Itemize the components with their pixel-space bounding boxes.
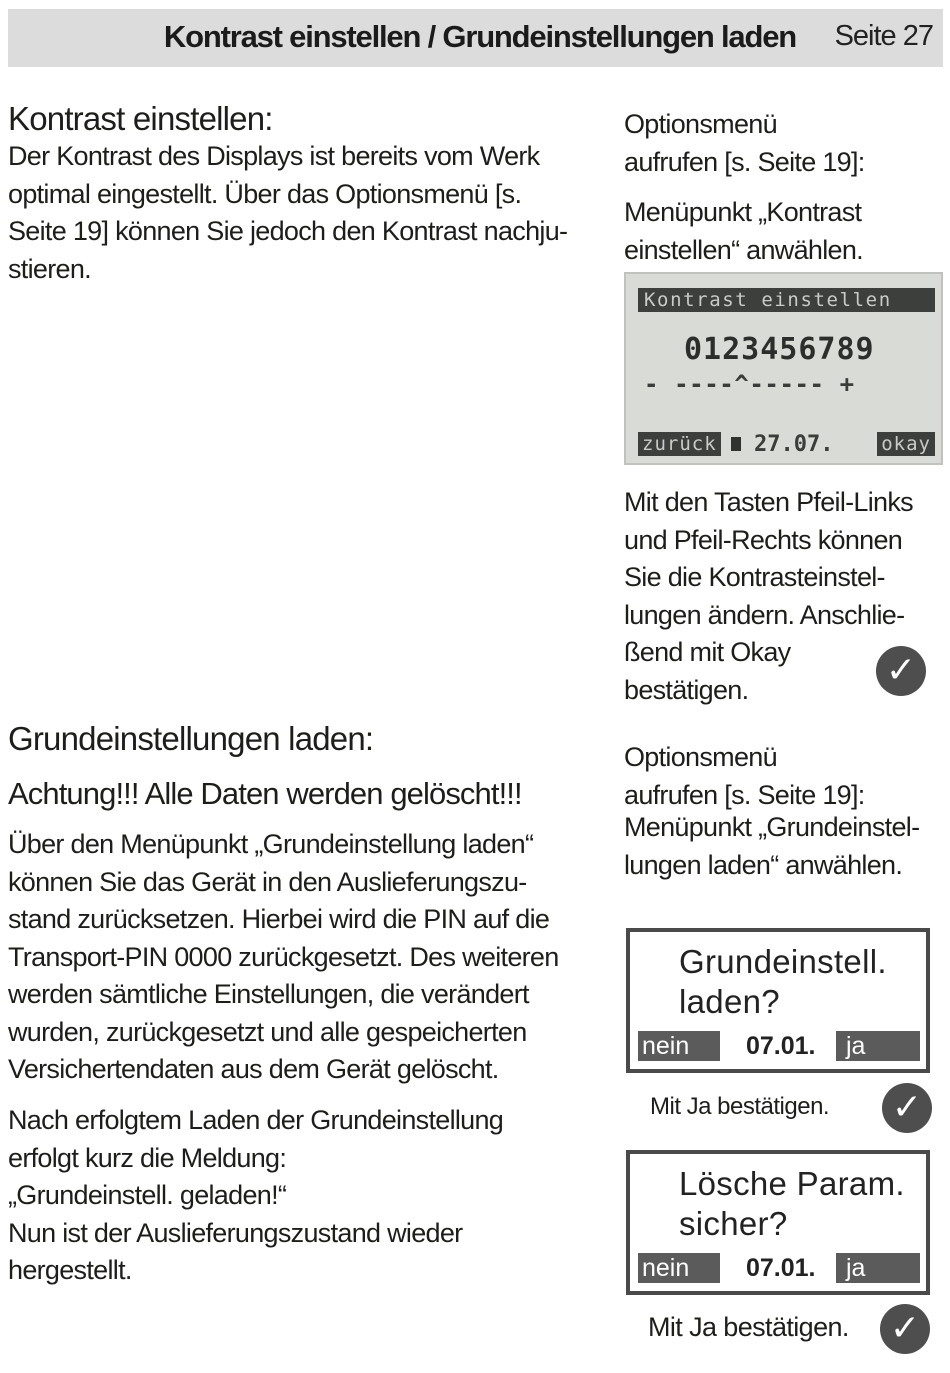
text-line: können Sie das Gerät in den Auslieferungszu- xyxy=(8,866,527,897)
text-line: Menüpunkt „Grundeinstel- xyxy=(624,812,920,842)
text-line: Transport-PIN 0000 zurückgesetzt. Des weiteren xyxy=(8,941,559,972)
dialog-message xyxy=(679,942,887,1022)
text-line: hergestellt. xyxy=(8,1255,132,1285)
text-line: stieren. xyxy=(8,253,91,284)
dialog-message xyxy=(679,1164,905,1244)
text-line: Nach erfolgtem Laden der Grundeinstellung xyxy=(8,1105,504,1135)
text-line: Nun ist der Auslieferungszustand wieder xyxy=(8,1217,463,1248)
grundeinstellungen-heading: Grundeinstellungen laden: xyxy=(8,720,374,757)
result-paragraph xyxy=(8,1102,503,1290)
lcd-okay-key: okay xyxy=(877,432,935,456)
nein-softkey: nein xyxy=(638,1253,720,1283)
text-line: einstellen“ anwählen. xyxy=(624,234,863,265)
page-number: Seite 27 xyxy=(834,20,933,52)
dialog-delete-params xyxy=(626,1150,930,1295)
step-select-kontrast xyxy=(624,194,863,269)
dialog-date: 07.01. xyxy=(746,1032,816,1060)
lcd-contrast-digits: 0123456789 xyxy=(684,332,875,367)
battery-icon xyxy=(731,437,741,451)
step-open-options-2 xyxy=(624,739,865,814)
step-select-grundeinstellungen xyxy=(624,809,919,884)
text-line: aufrufen [s. Seite 19]: xyxy=(624,779,865,810)
step-open-options xyxy=(624,106,865,181)
nein-softkey: nein xyxy=(638,1031,720,1061)
dialog-load-defaults xyxy=(626,928,930,1073)
confirm-note: Mit Ja bestätigen. xyxy=(650,1093,830,1120)
text-line: Seite 19] können Sie jedoch den Kontrast nachju- xyxy=(8,216,568,246)
ja-softkey: ja xyxy=(836,1031,920,1061)
text-line: ßend mit Okay xyxy=(624,637,791,667)
text-line: Der Kontrast des Displays ist bereits vom Werk xyxy=(8,141,540,171)
text-line: stand zurücksetzen. Hierbei wird die PIN auf die xyxy=(8,904,550,934)
text-line: und Pfeil-Rechts können xyxy=(624,524,903,555)
text-line: aufrufen [s. Seite 19]: xyxy=(624,146,865,177)
text-line: erfolgt kurz die Meldung: xyxy=(8,1142,287,1173)
text-line: Menüpunkt „Kontrast xyxy=(624,197,862,227)
lcd-contrast-scale: - ----^----- + xyxy=(644,370,855,398)
lcd-date: 27.07. xyxy=(754,432,834,457)
step-adjust-contrast xyxy=(624,484,913,709)
text-line: werden sämtliche Einstellungen, die verändert xyxy=(8,979,529,1009)
dialog-date: 07.01. xyxy=(746,1254,816,1282)
warning-text: Achtung!!! Alle Daten werden gelöscht!!! xyxy=(8,776,522,811)
check-icon: ✓ xyxy=(876,646,926,696)
text-line: Versichertendaten aus dem Gerät gelöscht. xyxy=(8,1054,499,1084)
kontrast-paragraph xyxy=(8,138,567,288)
text-line: „Grundeinstell. geladen!“ xyxy=(8,1180,287,1210)
dialog-line: Grundeinstell. xyxy=(679,943,887,980)
lcd-title-bar: Kontrast einstellen xyxy=(638,288,935,312)
text-line: Optionsmenü xyxy=(624,109,777,139)
text-line: lungen laden“ anwählen. xyxy=(624,849,903,880)
confirm-note: Mit Ja bestätigen. xyxy=(648,1312,849,1342)
lcd-contrast-screen xyxy=(624,272,943,465)
text-line: Sie die Kontrasteinstel- xyxy=(624,562,885,592)
text-line: Optionsmenü xyxy=(624,742,777,772)
grundeinstellungen-paragraph xyxy=(8,826,559,1089)
check-icon: ✓ xyxy=(880,1304,930,1354)
page-title: Kontrast einstellen / Grundeinstellungen laden xyxy=(163,19,796,54)
text-line: wurden, zurückgesetzt und alle gespeicherten xyxy=(8,1016,527,1047)
text-line: Über den Menüpunkt „Grundeinstellung laden“ xyxy=(8,829,534,859)
page-header xyxy=(8,9,943,67)
ja-softkey: ja xyxy=(836,1253,920,1283)
check-icon: ✓ xyxy=(882,1083,932,1133)
text-line: Mit den Tasten Pfeil-Links xyxy=(624,487,913,517)
lcd-softkey-bar xyxy=(638,432,935,456)
text-line: lungen ändern. Anschlie- xyxy=(624,599,905,630)
lcd-back-key: zurück xyxy=(638,432,721,456)
dialog-line: Lösche Param. xyxy=(679,1165,905,1202)
dialog-line: laden? xyxy=(679,983,780,1020)
text-line: optimal eingestellt. Über das Optionsmenü [s. xyxy=(8,178,522,209)
kontrast-heading: Kontrast einstellen: xyxy=(8,100,273,137)
text-line: bestätigen. xyxy=(624,674,749,705)
dialog-line: sicher? xyxy=(679,1205,788,1242)
